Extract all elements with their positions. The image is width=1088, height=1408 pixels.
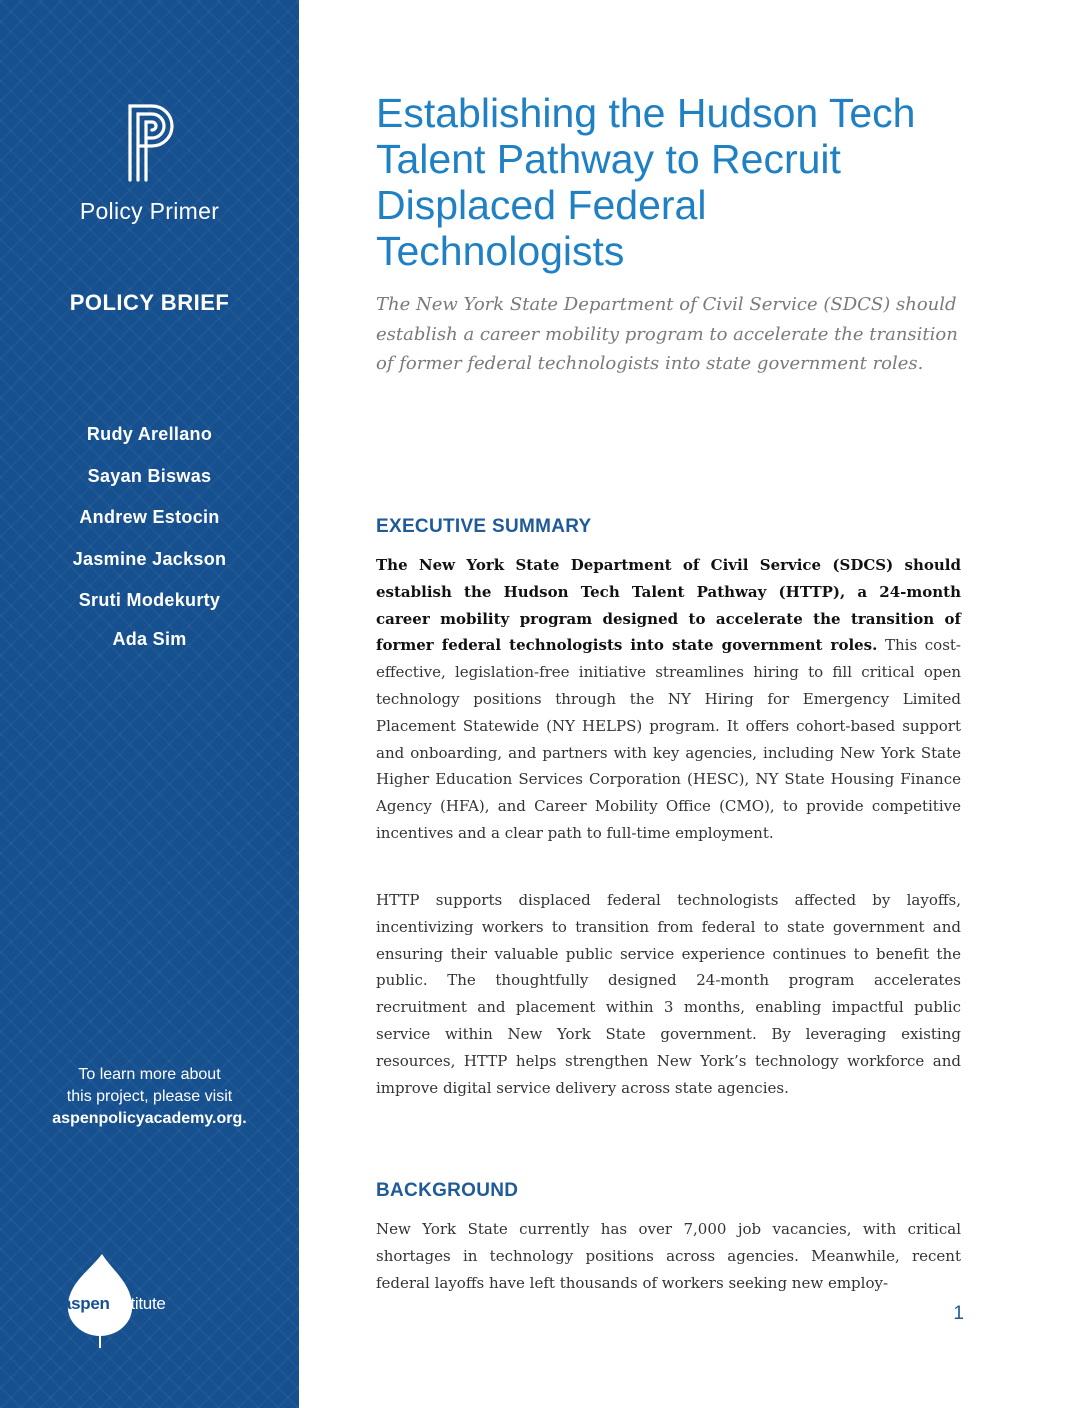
executive-summary-heading: EXECUTIVE SUMMARY [376, 516, 592, 537]
page-title: Establishing the Hudson Tech Talent Pathway to Recruit Displaced Federal Technologists [376, 90, 916, 274]
executive-summary-body: This cost-effective, legislation-free initiative streamlines hiring to fill critical open technology positions through the NY Hiring for Emergency Limited Placement Statewide (NY HELPS) program. It offers cohort-based support and onboarding, and partners with key agencies, including New York State Higher Education Services Corporation (HESC), NY State Housing Finance Agency (HFA), and Career Mobility Office (CMO), to provide competitive incentives and a clear path to full-time employment. [376, 636, 961, 842]
policy-primer-logo-icon [124, 100, 180, 182]
executive-summary-lead: The New York State Department of Civil Service (SDCS) should establish the Hudson Tech Talent Pathway (HTTP), a 24-month career mobility program designed to accelerate the transition of former federal technologists into state government roles. [376, 556, 961, 655]
background-paragraph-1: New York State currently has over 7,000 job vacancies, with critical shortages in technology positions across agencies. Meanwhile, recent federal layoffs have left thousands of workers seeking new employ- [376, 1220, 961, 1292]
author-name: Andrew Estocin [79, 507, 220, 527]
author-name: Sruti Modekurty [78, 590, 221, 610]
wordmark-institute: institute [109, 1294, 166, 1313]
sidebar [0, 0, 299, 1408]
background-heading: BACKGROUND [376, 1180, 519, 1201]
learn-more-link[interactable]: aspenpolicyacademy.org. [52, 1110, 247, 1127]
page-number: 1 [953, 1303, 964, 1324]
aspen-institute-wordmark [62, 1294, 222, 1314]
author-name: Sayan Biswas [87, 466, 212, 486]
series-label: Policy Primer [79, 198, 220, 224]
doc-type-label: POLICY BRIEF [69, 290, 230, 315]
wordmark-aspen: aspen [62, 1294, 110, 1313]
learn-more-note [0, 1064, 299, 1130]
author-name: Ada Sim [112, 629, 187, 649]
executive-summary-paragraph-1 [376, 552, 961, 847]
page-subtitle: The New York State Department of Civil Service (SDCS) should establish a career mobility program to accelerate the transition of former federal technologists into state government roles. [376, 294, 958, 374]
author-name: Jasmine Jackson [72, 549, 227, 569]
author-name: Rudy Arellano [86, 424, 213, 444]
learn-more-line: To learn more about [78, 1066, 221, 1083]
executive-summary-paragraph-2: HTTP supports displaced federal technologists affected by layoffs, incentivizing workers to transition from federal to state government and ensuring their valuable public service experience continues to benefit the public. The thoughtfully designed 24-month program accelerates recruitment and placement within 3 months, enabling impactful public service within New York State government. By leveraging existing resources, HTTP helps strengthen New York’s technology workforce and improve digital service delivery across state agencies. [376, 891, 961, 1097]
learn-more-line: this project, please visit [66, 1088, 233, 1105]
